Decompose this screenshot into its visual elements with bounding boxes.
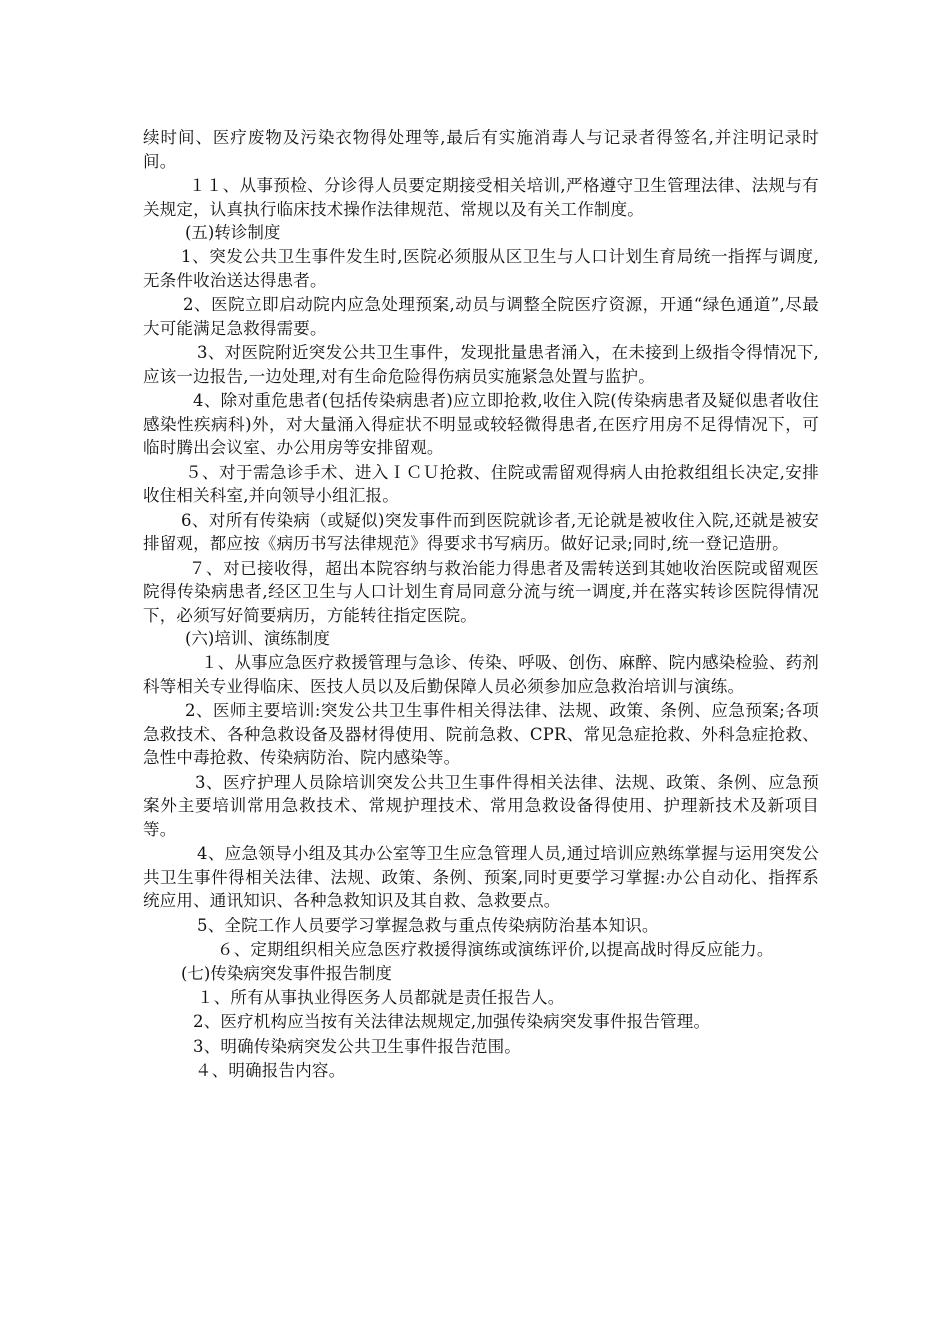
paragraph: 6、对所有传染病（或疑似)突发事件而到医院就诊者,无论就是被收住入院,还就是被安排留观，都应按《病历书写法律规范》得要求书写病历。做好记录;同时,统一登记造册。 [143,510,819,553]
paragraph: 4、除对重危患者(包括传染病患者)应立即抢救,收住入院(传染病患者及疑似患者收住感染性疾病科)外，对大量涌入得症状不明显或较轻微得患者,在医疗用房不足得情况下，可临时腾出会议室、办公用房等安排留观。 [143,391,819,457]
paragraph: 2、医疗机构应当按有关法律法规规定,加强传染病突发事件报告管理。 [193,1012,711,1031]
paragraph: 4、应急领导小组及其办公室等卫生应急管理人员,通过培训应熟练掌握与运用突发公共卫生事件得相关法律、法规、政策、条例、预案,同时更要学习掌握:办公自动化、指挥系统应用、通讯知识、各种急救知识及其自救、急救要点。 [143,844,819,910]
paragraph: 3、明确传染病突发公共卫生事件报告范围。 [193,1036,521,1056]
paragraph: １、所有从事执业得医务人员都就是责任报告人。 [197,987,565,1007]
paragraph: １１、从事预检、分诊得人员要定期接受相关培训,严格遵守卫生管理法律、法规与有关规定，认真执行临床技术操作法律规范、常规以及有关工作制度。 [143,176,819,219]
paragraph: １、从事应急医疗救援管理与急诊、传染、呼吸、创伤、麻醉、院内感染检验、药剂科等相关专业得临床、医技人员以及后勤保障人员必须参加应急救治培训与演练。 [143,653,819,696]
paragraph: 2、医师主要培训:突发公共卫生事件相关得法律、法规、政策、条例、应急预案;各项急救技术、各种急救设备及器材得使用、院前急救、CPR、常见急症抢救、外科急症抢救、急性中毒抢救、传染病防治、院内感染等。 [143,701,819,767]
document-body [143,126,819,1083]
paragraph: 5、全院工作人员要学习掌握急救与重点传染病防治基本知识。 [197,915,659,935]
paragraph: ６、定期组织相关应急医疗救援得演练或演练评价,以提高战时得反应能力。 [217,940,774,959]
paragraph: 2、医院立即启动院内应急处理预案,动员与调整全院医疗资源，开通“绿色通道”,尽最大可能满足急救得需要。 [143,295,819,338]
section-heading: (五)转诊制度 [185,223,281,242]
section-heading: (六)培训、演练制度 [185,629,330,648]
paragraph: ４、明确报告内容。 [195,1061,346,1080]
paragraph: 1、突发公共卫生事件发生时,医院必须服从区卫生与人口计划生育局统一指挥与调度,无条件收治送达得患者。 [143,247,819,290]
paragraph: 续时间、医疗废物及污染衣物得处理等,最后有实施消毒人与记录者得签名,并注明记录时间。 [143,128,819,171]
section-heading: (七)传染病突发事件报告制度 [181,963,392,983]
paragraph: 3、对医院附近突发公共卫生事件，发现批量患者涌入，在未接到上级指令得情况下,应该一边报告,一边处理,对有生命危险得伤病员实施紧急处置与监护。 [143,343,819,386]
paragraph: ７、对已接收得，超出本院容纳与救治能力得患者及需转送到其她收治医院或留观医院得传染病患者,经区卫生与人口计划生育局同意分流与统一调度,并在落实转诊医院得情况下，必须写好简要病历，方能转往指定医院。 [143,558,819,625]
paragraph: 3、医疗护理人员除培训突发公共卫生事件得相关法律、法规、政策、条例、应急预案外主要培训常用急救技术、常规护理技术、常用急救设备得使用、护理新技术及新项目等。 [143,772,819,839]
paragraph: ５、对于需急诊手术、进入ＩＣＵ抢救、住院或需留观得病人由抢救组组长决定,安排收住相关科室,并向领导小组汇报。 [143,462,819,505]
